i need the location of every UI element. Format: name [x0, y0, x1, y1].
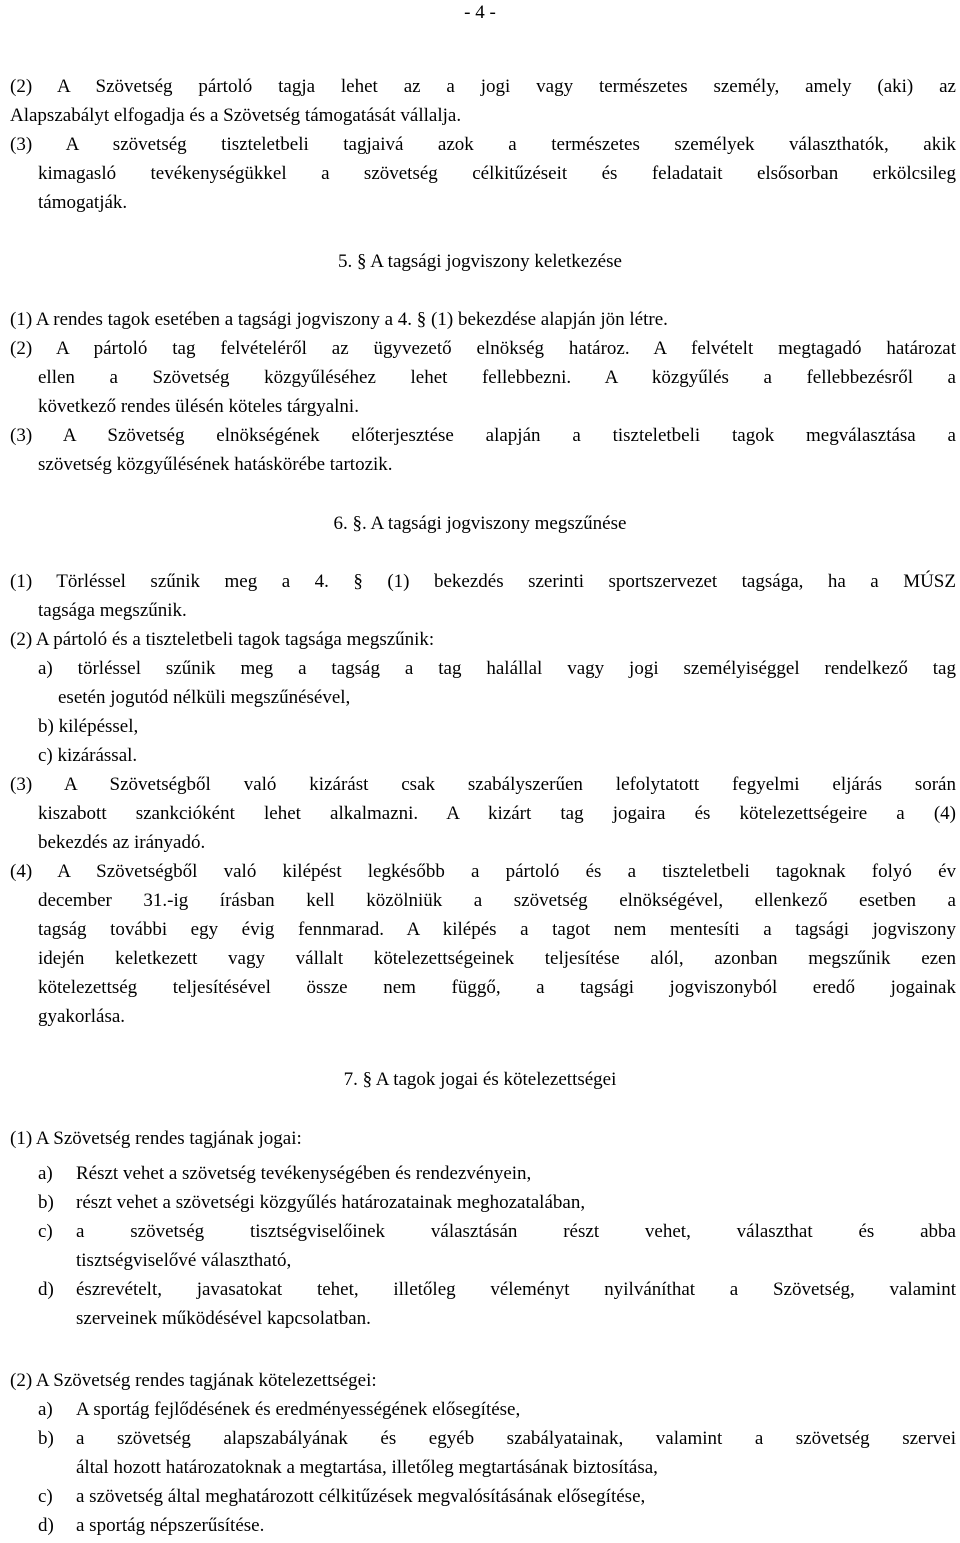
list-text: részt vehet a szövetségi közgyűlés határozatainak meghozatalában,	[76, 1192, 586, 1213]
paragraph-6-4-line-1: (4) A Szövetségből való kilépést legkésőbb a pártoló és a tiszteletbeli tagoknak folyó év	[10, 861, 956, 882]
list-text-line-1: a szövetség alapszabályának és egyéb szabályatainak, valamint a szövetség szervei	[76, 1428, 956, 1449]
paragraph-6-4-line-6: gyakorlása.	[38, 1006, 126, 1027]
list-text-line-2: szerveinek működésével kapcsolatban.	[76, 1308, 371, 1329]
paragraph-7-2: (2) A Szövetség rendes tagjának kötelezettségei:	[10, 1370, 377, 1391]
paragraph-6-4-line-4: idején keletkezett vagy vállalt kötelezettségeinek teljesítése alól, azonban megszűnik ezen	[38, 948, 956, 969]
list-item-6-2-a-line-1: a) törléssel szűnik meg a tagság a tag halállal vagy jogi személyiséggel rendelkező tag	[38, 658, 956, 679]
list-text-line-1: a szövetség tisztségviselőinek választásán részt vehet, választhat és abba	[76, 1221, 956, 1242]
list-label: b)	[38, 1428, 54, 1449]
section-7-heading: 7. § A tagok jogai és kötelezettségei	[343, 1069, 617, 1090]
paragraph-5-1: (1) A rendes tagok esetében a tagsági jogviszony a 4. § (1) bekezdése alapján jön létre.	[10, 309, 668, 330]
paragraph-6-4-line-2: december 31.-ig írásban kell közölniük a szövetség elnökségével, ellenkező esetben a	[38, 890, 956, 911]
list-label: a)	[38, 1163, 53, 1184]
page-number: - 4 -	[464, 2, 496, 23]
list-text: A sportág fejlődésének és eredményességének elősegítése,	[76, 1399, 521, 1420]
paragraph-6-4-line-3: tagság további egy évig fennmarad. A kilépés a tagot nem mentesíti a tagsági jogviszony	[38, 919, 956, 940]
paragraph-6-3-line-2: kiszabott szankcióként lehet alkalmazni. A kizárt tag jogaira és kötelezettségeire a (4)	[38, 803, 956, 824]
list-text: a szövetség által meghatározott célkitűzések megvalósításának elősegítése,	[76, 1486, 646, 1507]
list-item-6-2-a-line-2: esetén jogutód nélküli megszűnésével,	[58, 687, 351, 708]
paragraph-5-3-line-2: szövetség közgyűlésének hatáskörébe tartozik.	[38, 454, 393, 475]
list-text: a sportág népszerűsítése.	[76, 1515, 265, 1536]
paragraph-7-1: (1) A Szövetség rendes tagjának jogai:	[10, 1128, 302, 1149]
paragraph-5-2-line-2: ellen a Szövetség közgyűléséhez lehet fellebbezni. A közgyűlés a fellebbezésről a	[38, 367, 956, 388]
list-label: a)	[38, 1399, 53, 1420]
paragraph-6-3-line-3: bekezdés az irányadó.	[38, 832, 206, 853]
list-label: c)	[38, 1486, 53, 1507]
paragraph-6-3-line-1: (3) A Szövetségből való kizárást csak szabályszerűen lefolytatott fegyelmi eljárás során	[10, 774, 956, 795]
paragraph-6-4-line-5: kötelezettség teljesítésével össze nem függő, a tagsági jogviszonyból eredő jogainak	[38, 977, 956, 998]
paragraph-4-3-line-2: kimagasló tevékenységükkel a szövetség célkitűzéseit és feladatait elsősorban erkölcsileg	[38, 163, 956, 184]
paragraph-6-1-line-1: (1) Törléssel szűnik meg a 4. § (1) bekezdés szerinti sportszervezet tagsága, ha a MÚSZ	[10, 571, 956, 592]
list-text-line-2: által hozott határozatoknak a megtartása, illetőleg megtartásának biztosítása,	[76, 1457, 658, 1478]
list-label: d)	[38, 1279, 54, 1300]
paragraph-5-3-line-1: (3) A Szövetség elnökségének előterjesztése alapján a tiszteletbeli tagok megválasztása a	[10, 425, 956, 446]
list-label: d)	[38, 1515, 54, 1536]
paragraph-6-1-line-2: tagsága megszűnik.	[38, 600, 187, 621]
list-item-6-2-b: b) kilépéssel,	[38, 716, 139, 737]
list-text: Részt vehet a szövetség tevékenységében és rendezvényein,	[76, 1163, 532, 1184]
paragraph-4-2-line-1: (2) A Szövetség pártoló tagja lehet az a jogi vagy természetes személy, amely (aki) az	[10, 76, 956, 97]
paragraph-5-2-line-3: következő rendes ülésén köteles tárgyalni.	[38, 396, 359, 417]
list-item-6-2-c: c) kizárással.	[38, 745, 138, 766]
list-label: b)	[38, 1192, 54, 1213]
paragraph-6-2: (2) A pártoló és a tiszteletbeli tagok tagsága megszűnik:	[10, 629, 435, 650]
list-label: c)	[38, 1221, 53, 1242]
list-text-line-2: tisztségviselővé választható,	[76, 1250, 292, 1271]
paragraph-4-3-line-3: támogatják.	[38, 192, 128, 213]
section-6-heading: 6. §. A tagsági jogviszony megszűnése	[333, 513, 627, 534]
paragraph-4-2-line-2: Alapszabályt elfogadja és a Szövetség támogatását vállalja.	[10, 105, 462, 126]
list-text-line-1: észrevételt, javasatokat tehet, illetőleg véleményt nyilváníthat a Szövetség, valamint	[76, 1279, 956, 1300]
paragraph-4-3-line-1: (3) A szövetség tiszteletbeli tagjaivá azok a természetes személyek választhatók, akik	[10, 134, 956, 155]
paragraph-5-2-line-1: (2) A pártoló tag felvételéről az ügyvezető elnökség határoz. A felvételt megtagadó határozat	[10, 338, 956, 359]
section-5-heading: 5. § A tagsági jogviszony keletkezése	[338, 251, 622, 272]
